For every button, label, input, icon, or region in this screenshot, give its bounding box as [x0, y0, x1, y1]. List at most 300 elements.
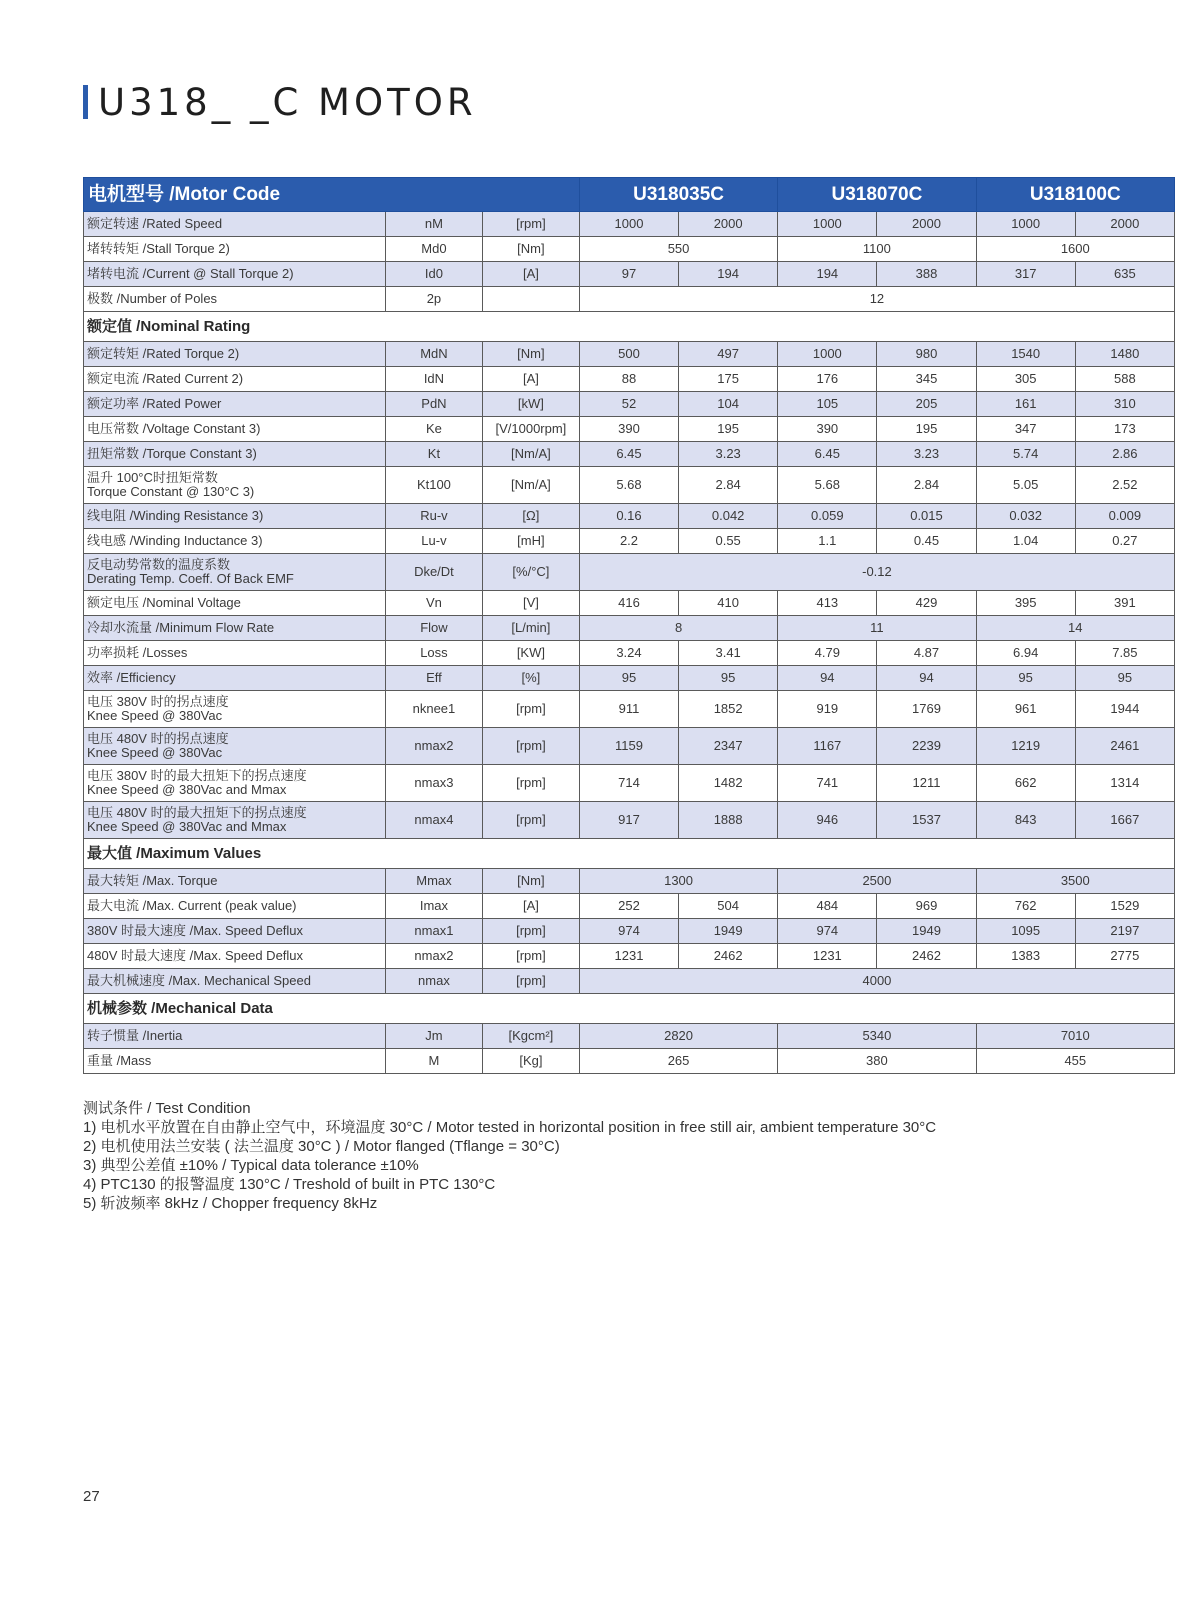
param-label	[84, 367, 386, 392]
param-value: 388	[877, 262, 976, 287]
table-row	[84, 554, 1175, 591]
param-symbol: Lu-v	[385, 529, 482, 554]
param-value: 1769	[877, 691, 976, 728]
param-label-line: 最大电流 /Max. Current (peak value)	[87, 898, 297, 913]
table-row	[84, 641, 1175, 666]
param-value: 2000	[1075, 212, 1174, 237]
section-row	[84, 839, 1175, 869]
param-value: 4000	[579, 969, 1174, 994]
param-unit: [Nm/A]	[482, 467, 579, 504]
param-unit: [A]	[482, 894, 579, 919]
param-value: 95	[1075, 666, 1174, 691]
table-row	[84, 237, 1175, 262]
param-value: 95	[976, 666, 1075, 691]
param-value: 1000	[976, 212, 1075, 237]
param-value: 974	[778, 919, 877, 944]
param-value: 1888	[679, 802, 778, 839]
table-row	[84, 969, 1175, 994]
param-value: 1949	[877, 919, 976, 944]
param-value: 94	[877, 666, 976, 691]
param-value: 413	[778, 591, 877, 616]
param-value: 1000	[778, 212, 877, 237]
param-unit: [L/min]	[482, 616, 579, 641]
param-value: 0.27	[1075, 529, 1174, 554]
param-label	[84, 691, 386, 728]
param-value: 2775	[1075, 944, 1174, 969]
param-value: 305	[976, 367, 1075, 392]
param-label	[84, 392, 386, 417]
param-value: 843	[976, 802, 1075, 839]
param-value: 2000	[679, 212, 778, 237]
param-label	[84, 1049, 386, 1074]
param-unit: [rpm]	[482, 969, 579, 994]
param-value: 317	[976, 262, 1075, 287]
param-value: 1231	[579, 944, 678, 969]
param-value: 95	[679, 666, 778, 691]
param-value: 0.16	[579, 504, 678, 529]
param-symbol: nmax	[385, 969, 482, 994]
table-row	[84, 342, 1175, 367]
param-label	[84, 765, 386, 802]
param-label	[84, 894, 386, 919]
param-label-line: 转子惯量 /Inertia	[87, 1028, 183, 1043]
param-symbol: Mmax	[385, 869, 482, 894]
param-label-line: 额定功率 /Rated Power	[87, 396, 222, 411]
param-value: 1944	[1075, 691, 1174, 728]
param-value: 919	[778, 691, 877, 728]
param-symbol: Jm	[385, 1024, 482, 1049]
param-label	[84, 262, 386, 287]
param-label-line: 额定转矩 /Rated Torque 2)	[87, 346, 240, 361]
table-row	[84, 287, 1175, 312]
param-value: 347	[976, 417, 1075, 442]
param-unit: [rpm]	[482, 919, 579, 944]
model-header: U318035C	[579, 178, 777, 212]
param-value: 105	[778, 392, 877, 417]
param-symbol: Loss	[385, 641, 482, 666]
param-label-line: 效率 /Efficiency	[87, 670, 176, 685]
section-title: 最大值 /Maximum Values	[84, 839, 1175, 869]
param-symbol: 2p	[385, 287, 482, 312]
param-label-line: 最大机械速度 /Max. Mechanical Speed	[87, 973, 311, 988]
param-value: 1211	[877, 765, 976, 802]
note-line: 1) 电机水平放置在自由静止空气中，环境温度 30°C / Motor tested in horizontal position in free still air, ambient temperature 30°C	[83, 1119, 937, 1136]
param-value: 104	[679, 392, 778, 417]
param-value: 265	[579, 1049, 777, 1074]
param-value: 1.04	[976, 529, 1075, 554]
param-symbol: Kt	[385, 442, 482, 467]
param-symbol: nmax1	[385, 919, 482, 944]
table-row	[84, 802, 1175, 839]
test-conditions-notes	[83, 1099, 936, 1213]
param-value: 2.2	[579, 529, 678, 554]
param-value: 1100	[778, 237, 976, 262]
param-value: 429	[877, 591, 976, 616]
table-row	[84, 529, 1175, 554]
param-unit: [A]	[482, 262, 579, 287]
param-value: 2820	[579, 1024, 777, 1049]
param-label	[84, 728, 386, 765]
param-value: 484	[778, 894, 877, 919]
param-label	[84, 554, 386, 591]
param-label-line: 极数 /Number of Poles	[87, 291, 218, 306]
page-title	[83, 82, 477, 122]
param-unit	[482, 287, 579, 312]
table-row	[84, 442, 1175, 467]
param-value: 2.84	[877, 467, 976, 504]
param-value: 95	[579, 666, 678, 691]
param-label-line: 电压 380V 时的最大扭矩下的拐点速度	[87, 768, 307, 783]
param-value: 2462	[679, 944, 778, 969]
param-value: 762	[976, 894, 1075, 919]
param-value: 1167	[778, 728, 877, 765]
param-value: 252	[579, 894, 678, 919]
param-value: 1383	[976, 944, 1075, 969]
param-label	[84, 1024, 386, 1049]
page-number: 27	[83, 1488, 100, 1505]
param-symbol: MdN	[385, 342, 482, 367]
table-row	[84, 1049, 1175, 1074]
param-symbol: Flow	[385, 616, 482, 641]
table-row	[84, 1024, 1175, 1049]
section-row	[84, 994, 1175, 1024]
param-value: 0.45	[877, 529, 976, 554]
param-label	[84, 802, 386, 839]
param-value: 195	[877, 417, 976, 442]
param-unit: [V/1000rpm]	[482, 417, 579, 442]
param-label	[84, 919, 386, 944]
param-value: 504	[679, 894, 778, 919]
param-label	[84, 869, 386, 894]
param-value: 1540	[976, 342, 1075, 367]
param-value: 1600	[976, 237, 1174, 262]
param-unit: [rpm]	[482, 691, 579, 728]
param-value: 2239	[877, 728, 976, 765]
param-value: 5.68	[778, 467, 877, 504]
table-row	[84, 944, 1175, 969]
param-value: 3.41	[679, 641, 778, 666]
param-unit: [rpm]	[482, 944, 579, 969]
table-row	[84, 467, 1175, 504]
param-value: 0.032	[976, 504, 1075, 529]
param-value: 195	[679, 417, 778, 442]
param-unit: [Nm]	[482, 869, 579, 894]
motor-code-header: 电机型号 /Motor Code	[84, 178, 580, 212]
param-value: 205	[877, 392, 976, 417]
param-symbol: M	[385, 1049, 482, 1074]
param-value: 161	[976, 392, 1075, 417]
table-row	[84, 894, 1175, 919]
param-value: 911	[579, 691, 678, 728]
param-symbol: Kt100	[385, 467, 482, 504]
param-label	[84, 591, 386, 616]
param-value: 11	[778, 616, 976, 641]
param-value: 194	[778, 262, 877, 287]
param-label	[84, 287, 386, 312]
param-value: 4.79	[778, 641, 877, 666]
section-row	[84, 312, 1175, 342]
param-symbol: nknee1	[385, 691, 482, 728]
param-value: 380	[778, 1049, 976, 1074]
note-line: 2) 电机使用法兰安装 ( 法兰温度 30°C ) / Motor flanged (Tflange = 30°C)	[83, 1138, 560, 1155]
param-label-line: 电压常数 /Voltage Constant 3)	[87, 421, 261, 436]
param-label-line: 最大转矩 /Max. Torque	[87, 873, 218, 888]
param-symbol: nmax2	[385, 728, 482, 765]
param-label	[84, 504, 386, 529]
param-unit: [V]	[482, 591, 579, 616]
param-label-line: Knee Speed @ 380Vac	[87, 708, 223, 723]
param-value: 390	[579, 417, 678, 442]
param-value: 961	[976, 691, 1075, 728]
note-line: 5) 斩波频率 8kHz / Chopper frequency 8kHz	[83, 1195, 378, 1212]
param-value: 2.84	[679, 467, 778, 504]
param-value: 1.1	[778, 529, 877, 554]
param-label	[84, 944, 386, 969]
param-value: 550	[579, 237, 777, 262]
param-value: 917	[579, 802, 678, 839]
param-symbol: Id0	[385, 262, 482, 287]
param-value: 1095	[976, 919, 1075, 944]
param-label	[84, 342, 386, 367]
param-label-line: 380V 时最大速度 /Max. Speed Deflux	[87, 923, 304, 938]
param-unit: [A]	[482, 367, 579, 392]
param-value: 410	[679, 591, 778, 616]
param-value: 635	[1075, 262, 1174, 287]
param-symbol: Md0	[385, 237, 482, 262]
param-value: 8	[579, 616, 777, 641]
motor-spec-table	[83, 177, 1175, 1074]
section-title: 额定值 /Nominal Rating	[84, 312, 1175, 342]
param-value: 1231	[778, 944, 877, 969]
param-label-line: Knee Speed @ 380Vac and Mmax	[87, 819, 287, 834]
param-value: 2347	[679, 728, 778, 765]
param-value: 1314	[1075, 765, 1174, 802]
param-value: 345	[877, 367, 976, 392]
param-unit: [Ω]	[482, 504, 579, 529]
param-value: 1480	[1075, 342, 1174, 367]
param-value: 1529	[1075, 894, 1174, 919]
param-label-line: 电压 480V 时的最大扭矩下的拐点速度	[87, 805, 307, 820]
param-unit: [Nm/A]	[482, 442, 579, 467]
param-label	[84, 467, 386, 504]
title-accent-bar	[83, 85, 88, 119]
param-value: 662	[976, 765, 1075, 802]
param-value: 0.042	[679, 504, 778, 529]
param-value: 2.52	[1075, 467, 1174, 504]
param-label-line: Torque Constant @ 130°C 3)	[87, 484, 255, 499]
param-unit: [KW]	[482, 641, 579, 666]
note-line: 3) 典型公差值 ±10% / Typical data tolerance ±10%	[83, 1157, 419, 1174]
param-label	[84, 442, 386, 467]
param-value: 176	[778, 367, 877, 392]
param-label-line: 重量 /Mass	[87, 1053, 152, 1068]
table-row	[84, 616, 1175, 641]
param-value: 2462	[877, 944, 976, 969]
param-value: 5.68	[579, 467, 678, 504]
param-value: 1000	[778, 342, 877, 367]
param-unit: [rpm]	[482, 802, 579, 839]
param-unit: [rpm]	[482, 728, 579, 765]
param-value: 0.009	[1075, 504, 1174, 529]
table-row	[84, 691, 1175, 728]
param-value: 1537	[877, 802, 976, 839]
param-value: 974	[579, 919, 678, 944]
param-value: 969	[877, 894, 976, 919]
table-row	[84, 417, 1175, 442]
param-value: 416	[579, 591, 678, 616]
param-value: 1000	[579, 212, 678, 237]
param-value: 14	[976, 616, 1174, 641]
param-label	[84, 616, 386, 641]
table-row	[84, 367, 1175, 392]
table-row	[84, 765, 1175, 802]
param-value: 1300	[579, 869, 777, 894]
param-value: 741	[778, 765, 877, 802]
param-label-line: 温升 100°C时扭矩常数	[87, 470, 218, 485]
param-value: 6.94	[976, 641, 1075, 666]
param-label	[84, 237, 386, 262]
param-value: 3.23	[679, 442, 778, 467]
param-value: 1482	[679, 765, 778, 802]
table-row	[84, 591, 1175, 616]
param-label-line: 额定转速 /Rated Speed	[87, 216, 223, 231]
param-label-line: 反电动势常数的温度系数	[87, 557, 231, 572]
param-value: 175	[679, 367, 778, 392]
param-label-line: 电压 480V 时的拐点速度	[87, 731, 229, 746]
param-value: 0.55	[679, 529, 778, 554]
param-symbol: Dke/Dt	[385, 554, 482, 591]
param-unit: [Nm]	[482, 342, 579, 367]
param-unit: [Kgcm²]	[482, 1024, 579, 1049]
param-value: 3500	[976, 869, 1174, 894]
param-symbol: IdN	[385, 367, 482, 392]
model-header: U318100C	[976, 178, 1174, 212]
param-symbol: Imax	[385, 894, 482, 919]
param-label	[84, 666, 386, 691]
param-label	[84, 969, 386, 994]
param-value: 395	[976, 591, 1075, 616]
param-label-line: Derating Temp. Coeff. Of Back EMF	[87, 571, 294, 586]
section-title: 机械参数 /Mechanical Data	[84, 994, 1175, 1024]
param-unit: [%/°C]	[482, 554, 579, 591]
param-value: 980	[877, 342, 976, 367]
param-value: 588	[1075, 367, 1174, 392]
param-value: 455	[976, 1049, 1174, 1074]
param-label-line: 额定电压 /Nominal Voltage	[87, 595, 241, 610]
param-value: 2461	[1075, 728, 1174, 765]
param-label-line: 功率损耗 /Losses	[87, 645, 188, 660]
param-unit: [mH]	[482, 529, 579, 554]
param-value: 94	[778, 666, 877, 691]
param-value: 310	[1075, 392, 1174, 417]
param-label-line: 线电阻 /Winding Resistance 3)	[87, 508, 264, 523]
param-value: 2.86	[1075, 442, 1174, 467]
param-value: 2197	[1075, 919, 1174, 944]
param-value: 1852	[679, 691, 778, 728]
param-symbol: Ru-v	[385, 504, 482, 529]
param-value: 97	[579, 262, 678, 287]
note-line: 4) PTC130 的报警温度 130°C / Treshold of built in PTC 130°C	[83, 1176, 496, 1193]
param-value: 5.74	[976, 442, 1075, 467]
param-value: 390	[778, 417, 877, 442]
param-value: 0.059	[778, 504, 877, 529]
param-value: 1667	[1075, 802, 1174, 839]
table-row	[84, 504, 1175, 529]
param-symbol: Eff	[385, 666, 482, 691]
param-symbol: Ke	[385, 417, 482, 442]
table-row	[84, 869, 1175, 894]
param-value: 7.85	[1075, 641, 1174, 666]
param-unit: [kW]	[482, 392, 579, 417]
param-label-line: 线电感 /Winding Inductance 3)	[87, 533, 263, 548]
table-header-row	[84, 178, 1175, 212]
table-row	[84, 919, 1175, 944]
param-value: 194	[679, 262, 778, 287]
param-unit: [Nm]	[482, 237, 579, 262]
param-unit: [rpm]	[482, 765, 579, 802]
param-label-line: Knee Speed @ 380Vac and Mmax	[87, 782, 287, 797]
param-value: 88	[579, 367, 678, 392]
param-symbol: nM	[385, 212, 482, 237]
note-line: 测试条件 / Test Condition	[83, 1100, 251, 1117]
param-value: 1219	[976, 728, 1075, 765]
param-label-line: 堵转电流 /Current @ Stall Torque 2)	[87, 266, 294, 281]
param-value: 946	[778, 802, 877, 839]
param-label-line: 堵转转矩 /Stall Torque 2)	[87, 241, 230, 256]
param-unit: [Kg]	[482, 1049, 579, 1074]
param-value: 1949	[679, 919, 778, 944]
param-label	[84, 417, 386, 442]
table-row	[84, 212, 1175, 237]
param-label	[84, 529, 386, 554]
param-value: 3.23	[877, 442, 976, 467]
param-value: 6.45	[778, 442, 877, 467]
param-value: 3.24	[579, 641, 678, 666]
param-value: 5.05	[976, 467, 1075, 504]
param-value: 12	[579, 287, 1174, 312]
param-value: 2000	[877, 212, 976, 237]
table-row	[84, 262, 1175, 287]
param-value: 714	[579, 765, 678, 802]
param-label-line: Knee Speed @ 380Vac	[87, 745, 223, 760]
param-symbol: PdN	[385, 392, 482, 417]
title-text: U318_ _C MOTOR	[98, 80, 477, 124]
param-value: 173	[1075, 417, 1174, 442]
param-value: -0.12	[579, 554, 1174, 591]
param-label-line: 扭矩常数 /Torque Constant 3)	[87, 446, 257, 461]
param-value: 2500	[778, 869, 976, 894]
param-value: 52	[579, 392, 678, 417]
table-row	[84, 728, 1175, 765]
param-unit: [rpm]	[482, 212, 579, 237]
param-label-line: 电压 380V 时的拐点速度	[87, 694, 229, 709]
param-value: 7010	[976, 1024, 1174, 1049]
param-value: 391	[1075, 591, 1174, 616]
table-row	[84, 666, 1175, 691]
param-symbol: Vn	[385, 591, 482, 616]
param-symbol: nmax3	[385, 765, 482, 802]
param-value: 500	[579, 342, 678, 367]
param-value: 0.015	[877, 504, 976, 529]
param-value: 5340	[778, 1024, 976, 1049]
param-label-line: 480V 时最大速度 /Max. Speed Deflux	[87, 948, 304, 963]
param-label	[84, 641, 386, 666]
param-value: 4.87	[877, 641, 976, 666]
param-unit: [%]	[482, 666, 579, 691]
param-symbol: nmax4	[385, 802, 482, 839]
param-value: 6.45	[579, 442, 678, 467]
param-label-line: 额定电流 /Rated Current 2)	[87, 371, 244, 386]
